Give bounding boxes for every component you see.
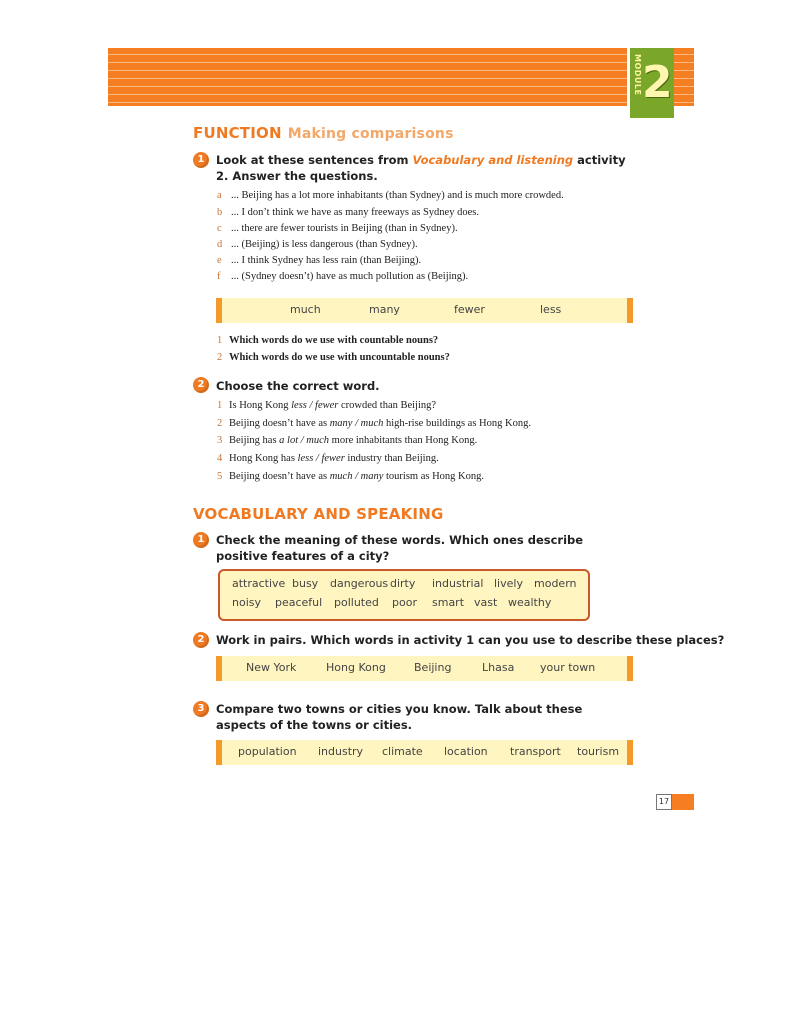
item-text: Beijing doesn’t have as xyxy=(229,418,330,429)
item-label: c xyxy=(217,223,222,234)
vocab-word: polluted xyxy=(334,596,379,609)
place-chip: Hong Kong xyxy=(326,661,386,674)
sentence-item xyxy=(217,223,458,234)
vocab-word-box xyxy=(218,569,590,621)
aspect-chip: industry xyxy=(318,745,364,758)
vocab-word: lively xyxy=(494,577,523,590)
item-label: a xyxy=(217,190,222,201)
item-text: ... (Sydney doesn’t) have as much pollution as (Beijing). xyxy=(231,271,469,282)
vocab-activity1-instruction: Check the meaning of these words. Which ones describe positive features of a city? xyxy=(216,533,584,563)
sentence-item xyxy=(217,271,468,282)
item-number: 5 xyxy=(217,471,223,482)
activity-number-badge: 2 xyxy=(193,632,209,648)
vocab-activity2-instruction: Work in pairs. Which words in activity 1 can you use to describe these places? xyxy=(216,633,725,647)
item-number: 2 xyxy=(217,352,223,363)
item-text: ... I think Sydney has less rain (than Beijing). xyxy=(231,255,422,266)
aspect-chip: tourism xyxy=(577,745,620,758)
place-chip: your town xyxy=(540,661,596,674)
question-item xyxy=(217,352,450,363)
instruction-text: activity 2. Answer the questions. xyxy=(216,153,626,183)
instruction-highlight: Vocabulary and listening xyxy=(412,153,574,167)
exercise-item xyxy=(217,400,436,411)
exercise-item xyxy=(217,471,484,482)
vocab-activity3-instruction: Compare two towns or cities you know. Talk about these aspects of the towns or cities. xyxy=(216,702,583,732)
function-activity2-instruction: Choose the correct word. xyxy=(216,379,380,393)
item-text: ... there are fewer tourists in Beijing (than in Sydney). xyxy=(231,223,458,234)
exercise-item xyxy=(217,418,531,429)
page-tab xyxy=(672,794,694,810)
vocab-word: smart xyxy=(432,596,465,609)
item-number: 1 xyxy=(217,400,223,411)
vocab-word: poor xyxy=(392,596,417,609)
word-choice: less / fewer xyxy=(291,400,339,411)
word-chip: much xyxy=(290,303,321,316)
sentence-item xyxy=(217,207,479,218)
header-band xyxy=(108,48,694,106)
activity-number-badge: 3 xyxy=(193,701,209,717)
word-chip: many xyxy=(369,303,400,316)
page-number: 17 xyxy=(656,794,672,810)
instruction-text: Look at these sentences from xyxy=(216,153,413,167)
item-text: ... (Beijing) is less dangerous (than Sydney). xyxy=(231,239,418,250)
vocab-word: attractive xyxy=(232,577,286,590)
item-label: d xyxy=(217,239,223,250)
sentence-item xyxy=(217,190,564,201)
item-number: 1 xyxy=(217,335,223,346)
activity-number-badge: 1 xyxy=(193,152,209,168)
item-text: ... Beijing has a lot more inhabitants (than Sydney) and is much more crowded. xyxy=(231,190,564,201)
item-text: tourism as Hong Kong. xyxy=(383,471,484,482)
function-title: FUNCTION xyxy=(193,124,282,142)
item-text: crowded than Beijing? xyxy=(338,400,437,411)
module-number: 2 xyxy=(642,57,673,108)
item-text: Which words do we use with uncountable nouns? xyxy=(229,352,450,363)
vocab-word: modern xyxy=(534,577,577,590)
place-chip: New York xyxy=(246,661,297,674)
vocab-word: dirty xyxy=(390,577,416,590)
word-choice: much / many xyxy=(329,471,384,482)
vocab-heading: VOCABULARY AND SPEAKING xyxy=(193,505,444,523)
vocab-word: busy xyxy=(292,577,319,590)
module-label: MODULE xyxy=(633,54,642,96)
places-bar xyxy=(216,656,633,681)
sentence-item xyxy=(217,239,418,250)
activity-number-badge: 1 xyxy=(193,532,209,548)
aspect-chip: transport xyxy=(510,745,561,758)
aspect-chip: location xyxy=(444,745,488,758)
item-number: 2 xyxy=(217,418,223,429)
word-chip: less xyxy=(540,303,562,316)
item-text: Beijing doesn’t have as xyxy=(229,471,330,482)
word-chip: fewer xyxy=(454,303,485,316)
item-label: f xyxy=(217,271,221,282)
vocab-word: peaceful xyxy=(275,596,323,609)
question-item xyxy=(217,335,438,346)
word-choice: a lot / much xyxy=(279,435,330,446)
item-text: Is Hong Kong xyxy=(229,400,292,411)
module-tab xyxy=(627,48,674,118)
vocab-word: vast xyxy=(474,596,498,609)
item-number: 4 xyxy=(217,453,223,464)
item-text: industry than Beijing. xyxy=(344,453,439,464)
aspect-chip: climate xyxy=(382,745,423,758)
item-number: 3 xyxy=(217,435,223,446)
item-text: high-rise buildings as Hong Kong. xyxy=(383,418,531,429)
vocab-word: dangerous xyxy=(330,577,389,590)
aspects-bar xyxy=(216,740,633,765)
exercise-item xyxy=(217,435,477,446)
item-text: Beijing has xyxy=(229,435,280,446)
function-activity1-instruction xyxy=(216,152,636,184)
item-text: Which words do we use with countable nouns? xyxy=(229,335,439,346)
item-label: b xyxy=(217,207,223,218)
item-text: ... I don’t think we have as many freeways as Sydney does. xyxy=(231,207,479,218)
function-heading xyxy=(193,124,454,142)
aspect-chip: population xyxy=(238,745,297,758)
item-text: Hong Kong has xyxy=(229,453,298,464)
function-subtitle: Making comparisons xyxy=(287,126,454,142)
item-label: e xyxy=(217,255,222,266)
word-choice: many / much xyxy=(329,418,384,429)
vocab-word: industrial xyxy=(432,577,484,590)
exercise-item xyxy=(217,453,439,464)
sentence-item xyxy=(217,255,421,266)
place-chip: Lhasa xyxy=(482,661,515,674)
vocab-word: noisy xyxy=(232,596,261,609)
item-text: more inhabitants than Hong Kong. xyxy=(329,435,478,446)
word-bank xyxy=(216,298,633,323)
vocab-word: wealthy xyxy=(508,596,552,609)
activity-number-badge: 2 xyxy=(193,377,209,393)
place-chip: Beijing xyxy=(414,661,452,674)
word-choice: less / fewer xyxy=(297,453,345,464)
